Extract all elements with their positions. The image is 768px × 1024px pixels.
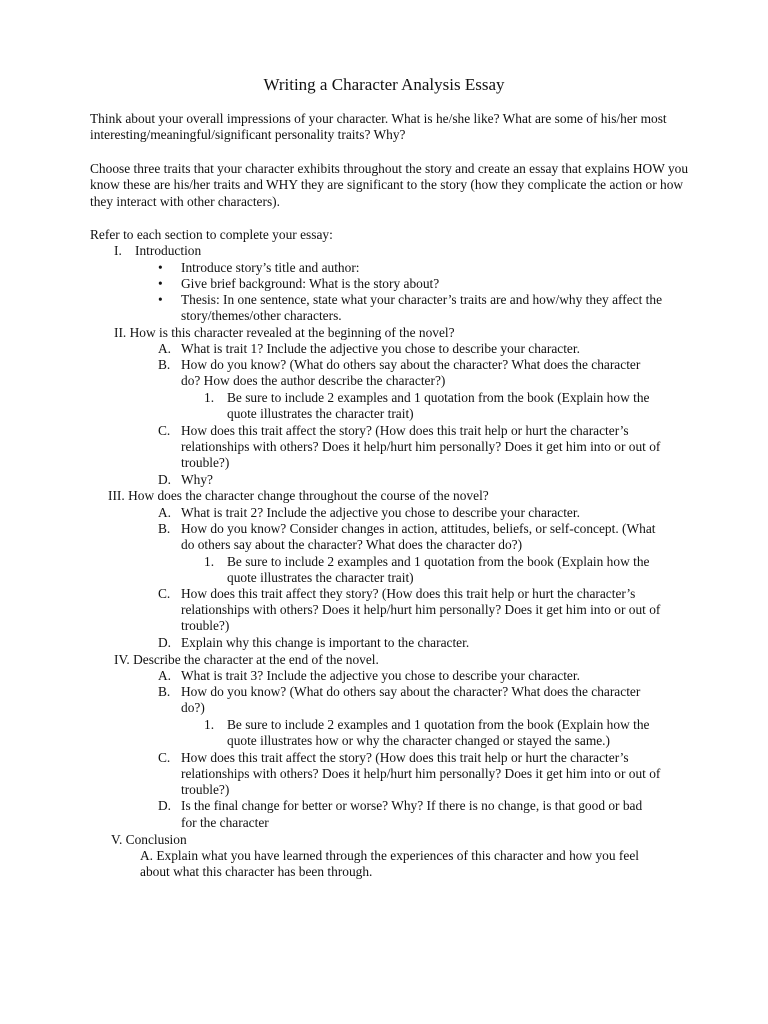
section-3-item-b-line-2: do others say about the character? What does the character do?) [181,537,523,552]
section-4-item-c-line-2: relationships with others? Does it help/hurt him personally? Does it get him into or out of [181,766,661,781]
section-1-bullet-3-line-2: story/themes/other characters. [181,308,342,323]
section-1-heading: Introduction [135,243,202,258]
section-2-subitem-1-line-2: quote illustrates the character trait) [227,406,414,421]
section-3-item-d: Explain why this change is important to the character. [181,635,470,650]
section-2-item-c-marker: C. [158,423,171,438]
section-4-item-d-line-1: Is the final change for better or worse? Why? If there is no change, is that good or bad [181,798,643,813]
section-4-item-c-marker: C. [158,750,171,765]
section-4-item-b-marker: B. [158,684,171,699]
section-4-item-a: What is trait 3? Include the adjective you chose to describe your character. [181,668,580,683]
section-4-heading: IV. Describe the character at the end of the novel. [114,652,379,667]
section-1-bullet-2: Give brief background: What is the story about? [181,276,440,291]
section-2-item-b-line-1: How do you know? (What do others say about the character? What does the character [181,357,641,372]
section-3-heading: III. How does the character change throughout the course of the novel? [108,488,489,503]
section-3-subitem-1-line-2: quote illustrates the character trait) [227,570,414,585]
document-title: Writing a Character Analysis Essay [263,75,505,94]
section-2-item-d-marker: D. [158,472,172,487]
section-5-item-a-line-1: A. Explain what you have learned through the experiences of this character and how you feel [140,848,639,863]
section-1-bullet-1: Introduce story’s title and author: [181,260,360,275]
section-4-subitem-1-line-2: quote illustrates how or why the character changed or stayed the same.) [227,733,610,748]
section-4-item-c-line-1: How does this trait affect the story? (How does this trait help or hurt the character’s [181,750,629,765]
section-5-item-a-line-2: about what this character has been through. [140,864,373,879]
section-4-item-b-line-2: do?) [181,700,205,715]
section-3-item-c-marker: C. [158,586,171,601]
section-4-item-d-marker: D. [158,798,172,813]
section-4-item-a-marker: A. [158,668,172,683]
bullet-icon: • [158,276,163,291]
section-3-item-d-marker: D. [158,635,172,650]
section-4-item-c-line-3: trouble?) [181,782,230,797]
section-4-subitem-1-line-1: Be sure to include 2 examples and 1 quotation from the book (Explain how the [227,717,650,732]
section-3-item-b-marker: B. [158,521,171,536]
section-3-item-a-marker: A. [158,505,172,520]
section-1-marker: I. [114,243,122,258]
bullet-icon: • [158,260,163,275]
section-3-item-c-line-2: relationships with others? Does it help/hurt him personally? Does it get him into or out of [181,602,661,617]
section-2-item-b-line-2: do? How does the author describe the character?) [181,373,446,388]
section-2-item-d: Why? [181,472,213,487]
section-4-item-d-line-2: for the character [181,815,269,830]
section-2-item-c-line-3: trouble?) [181,455,230,470]
section-3-item-c-line-3: trouble?) [181,618,230,633]
section-2-subitem-1-line-1: Be sure to include 2 examples and 1 quotation from the book (Explain how the [227,390,650,405]
section-2-item-b-marker: B. [158,357,171,372]
section-3-item-a: What is trait 2? Include the adjective you chose to describe your character. [181,505,580,520]
section-3-subitem-1-line-1: Be sure to include 2 examples and 1 quotation from the book (Explain how the [227,554,650,569]
section-2-item-c-line-1: How does this trait affect the story? (How does this trait help or hurt the character’s [181,423,629,438]
section-3-item-c-line-1: How does this trait affect they story? (How does this trait help or hurt the character’s [181,586,636,601]
intro-paragraph-1: Think about your overall impressions of your character. What is he/she like? What are some of his/her most interesting/meaningful/significant personality traits? Why? [90,111,667,143]
section-4-item-b-line-1: How do you know? (What do others say about the character? What does the character [181,684,641,699]
intro-paragraph-3: Refer to each section to complete your essay: [90,227,333,242]
section-3-subitem-1-marker: 1. [204,554,215,569]
section-4-subitem-1-marker: 1. [204,717,215,732]
section-2-item-a-marker: A. [158,341,172,356]
section-2-subitem-1-marker: 1. [204,390,215,405]
section-3-item-b-line-1: How do you know? Consider changes in action, attitudes, beliefs, or self-concept. (What [181,521,656,536]
section-5-heading: V. Conclusion [111,832,187,847]
section-2-item-a: What is trait 1? Include the adjective you chose to describe your character. [181,341,580,356]
section-1-bullet-3-line-1: Thesis: In one sentence, state what your character’s traits are and how/why they affect the [181,292,663,307]
intro-paragraph-2: Choose three traits that your character exhibits throughout the story and create an essay that explains HOW you know these are his/her traits and WHY they are significant to the story (how they complicate the action or how they interact with other characters). [90,161,689,209]
bullet-icon: • [158,292,163,307]
section-2-heading: II. How is this character revealed at the beginning of the novel? [114,325,455,340]
section-2-item-c-line-2: relationships with others? Does it help/hurt him personally? Does it get him into or out of [181,439,661,454]
